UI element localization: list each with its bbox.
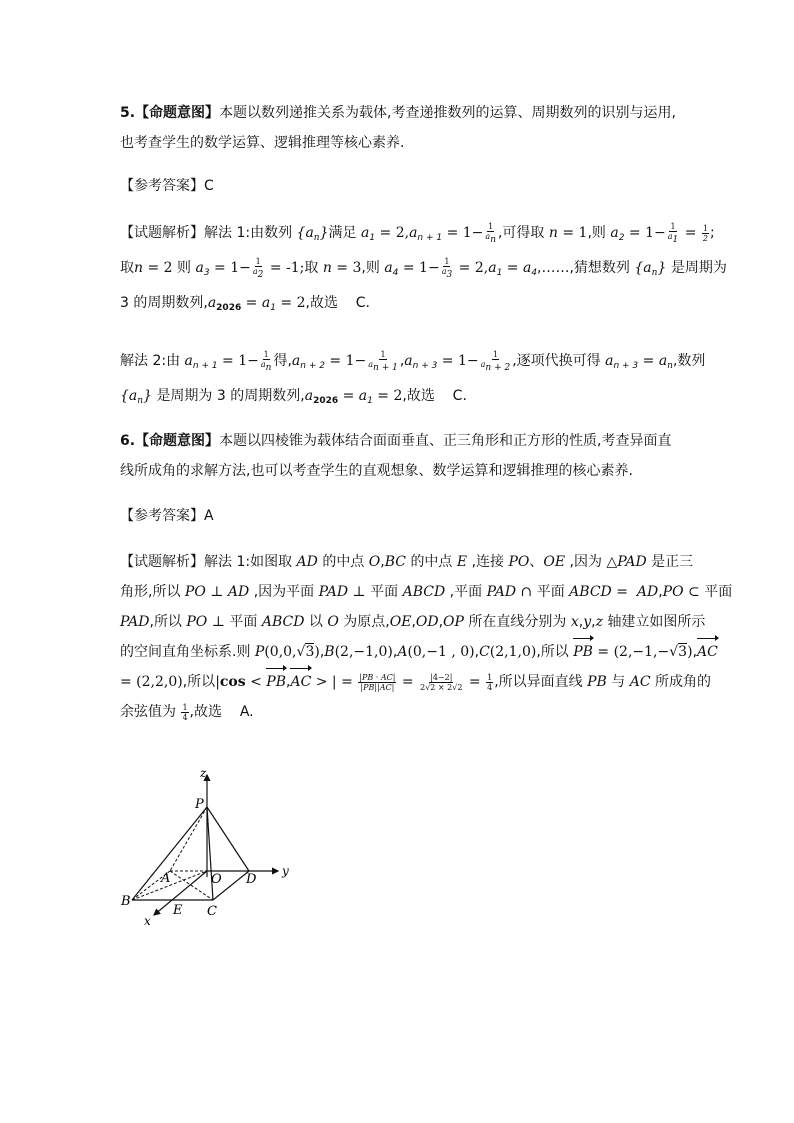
q5-m1-text: ,猜想数列 bbox=[569, 260, 630, 276]
q6-text: 的中点 bbox=[322, 554, 365, 570]
q6-text: 所成角的 bbox=[655, 674, 711, 690]
q6-intent-label: 6.【命题意图】 bbox=[120, 433, 220, 449]
q5-m2-text: 是周期为 3 的周期数列, bbox=[156, 388, 305, 404]
q5-m2-choice: C. bbox=[452, 388, 467, 404]
label-a: A bbox=[161, 871, 171, 886]
q5-analysis-method1: 【试题解析】解法 1:由数列 $\{a_n\}$满足 $a_1 = 2,a_{n + 1} = 1-$ $\frac{1}{a_n}$ ,可得取 n = 1,则 $a_2 = 1-$ $\frac{1}{a_1}$ = $\frac{1}{2}$ ; 取n = 2 则 $a_3 = 1-$ $\frac{1}{a_2}$ = -1;取 n = 3,则 $a_4 = 1-$ $\frac{1}{a_3}$ = $2,a_1$ = $a_4,\dots\dots$,猜想数列 $\{a_n\}$ 是周期为 3 的周期数列$,a_{2026} = a_1 = 2$,故选 C. bbox=[120, 221, 727, 313]
q5-m2-text: ,故选 bbox=[402, 388, 435, 404]
q5-m1-text: ,可得取 bbox=[497, 225, 545, 241]
q6-text: ,所以 bbox=[182, 674, 216, 690]
q6-text: 为原点, bbox=[343, 614, 390, 630]
q5-analysis-label: 【试题解析】 bbox=[120, 225, 204, 241]
q5-m2-label: 解法 2: bbox=[120, 353, 167, 369]
edge-pa bbox=[170, 807, 207, 871]
q5-intent-text-2: 也考查学生的数学运算、逻辑推理等核心素养. bbox=[120, 135, 405, 151]
q6-text: ,所以异面直线 bbox=[494, 674, 583, 690]
label-b: B bbox=[121, 894, 131, 909]
q6-text: 所以 bbox=[153, 614, 182, 630]
q6-text: ,平面 bbox=[449, 584, 483, 600]
q5-m1-text: 由数列 bbox=[250, 225, 293, 241]
q6-answer-label: 【参考答案】 bbox=[120, 508, 204, 524]
q6-text: 平面 bbox=[229, 614, 258, 630]
q5-m1-text: 取 bbox=[304, 260, 319, 276]
q6-text: 平面 bbox=[370, 584, 399, 600]
label-p: P bbox=[195, 797, 204, 812]
q6-answer-value: A bbox=[204, 508, 214, 524]
q5-answer-label: 【参考答案】 bbox=[120, 178, 204, 194]
q6-text: 平面 bbox=[536, 584, 565, 600]
label-o: O bbox=[211, 872, 222, 887]
label-d: D bbox=[246, 872, 257, 887]
q6-analysis: 【试题解析】解法 1:如图取 AD 的中点 O,BC 的中点 E ,连接 PO、OE ,因为 △PAD 是正三 角形,所以 PO ⊥ AD ,因为平面 PAD ⊥ 平面 ABCD ,平面 PAD ∩ 平面 ABCD = AD,PO ⊂ 平面 PAD,所以 PO ⊥ 平面 ABCD 以 O 为原点,OE,OD,OP 所在直线分别为 x,y,z 轴建立如图所示 的空间直角坐标系.则 P(0,0,√3),B(2,−1,0),A(0,−1 , 0),C(2,1,0),所以 PB = (2,−1,−√3),AC = (2,2,0),所以|cos < PB,AC > | = $\frac{|PB \cdot AC|}{|PB||AC|}$ = $\frac{|4-2|}{2√2 \times 2√2}$ = $\frac{1}{4}$ ,所以异面直线 PB 与 AC 所成角的 余弦值为 $\frac{1}{4}$ ,故选 A. bbox=[120, 554, 733, 722]
q6-text: ,因为 bbox=[569, 554, 602, 570]
q6-intent-text-2: 线所成角的求解方法,也可以考查学生的直观想象、数学运算和逻辑推理的核心素养. bbox=[120, 463, 633, 479]
q5-m1-text: ,则 bbox=[587, 225, 606, 241]
label-c: C bbox=[207, 904, 217, 919]
q5-m1-text: 则 bbox=[177, 260, 192, 276]
q6-text: ,因为平面 bbox=[253, 584, 315, 600]
label-e: E bbox=[173, 903, 183, 918]
q5-m1-text: 取 bbox=[120, 260, 134, 276]
q5-answer-value: C bbox=[204, 178, 214, 194]
q6-text: 角形,所以 bbox=[120, 584, 181, 600]
q6-text: 余弦值为 bbox=[120, 704, 176, 720]
edge-pb bbox=[132, 807, 207, 900]
q5-m2-text: 得, bbox=[273, 353, 292, 369]
q6-intent bbox=[120, 426, 680, 486]
q6-text: 以 bbox=[308, 614, 323, 630]
q5-m1-text: 满足 bbox=[328, 225, 357, 241]
q5-m2-text: 由 bbox=[166, 353, 181, 369]
q6-answer bbox=[120, 501, 680, 531]
q5-m1-text: ,则 bbox=[361, 260, 380, 276]
q5-m1-text: 是周期为 bbox=[670, 260, 727, 276]
q6-intent-text: 本题以四棱锥为载体结合面面垂直、正三角形和正方形的性质,考查异面直 bbox=[219, 433, 672, 449]
q6-analysis-label: 【试题解析】 bbox=[120, 554, 204, 570]
q6-text: ,故选 bbox=[189, 704, 222, 720]
q5-m1-choice: C. bbox=[355, 295, 371, 311]
q6-text: 解法 1:如图取 bbox=[204, 554, 293, 570]
q6-choice: A. bbox=[239, 704, 254, 720]
label-x: x bbox=[144, 914, 151, 927]
q6-text: 所在直线分别为 bbox=[468, 614, 567, 630]
q6-text: 是正三 bbox=[651, 554, 694, 570]
q5-m1-text: 3 的周期数列, bbox=[120, 295, 208, 311]
q6-text: 的空间直角坐标系.则 bbox=[120, 644, 251, 660]
q5-m1-label: 解法 1: bbox=[204, 225, 251, 241]
q5-m2-text: ,数列 bbox=[672, 353, 706, 369]
q5-m2-text: ,逐项代换可得 bbox=[512, 353, 601, 369]
pyramid-figure bbox=[118, 765, 300, 927]
q5-intent-label: 5.【命题意图】 bbox=[120, 105, 220, 121]
q5-m1-text: ,故选 bbox=[305, 295, 338, 311]
q5-analysis-method2: 解法 2:由 $a_{n + 1} = 1-$ $\frac{1}{a_n}$ 得$,a_{n + 2} = 1-$ $\frac{1}{a_{n + 1}}$ $,a_{n + 3} = 1-$ $\frac{1}{a_{n + 2}}$ ,逐项代换可得 $a_{n + 3} = a_n$,数列 $\{a_n\}$ 是周期为 3 的周期数列$,a_{2026} = a_1 = 2$,故选 C. bbox=[120, 349, 706, 406]
q5-intent-text: 本题以数列递推关系为载体,考查递推数列的运算、周期数列的识别与运用, bbox=[219, 105, 676, 121]
q6-text: 轴建立如图所示 bbox=[607, 614, 706, 630]
q6-text: 的中点 bbox=[410, 554, 453, 570]
label-z: z bbox=[200, 766, 207, 780]
q5-intent bbox=[120, 98, 680, 158]
label-y: y bbox=[282, 864, 289, 878]
q5-answer bbox=[120, 171, 680, 201]
q6-text: ,连接 bbox=[471, 554, 505, 570]
q6-text: 与 bbox=[611, 674, 626, 690]
q6-text: ,所以 bbox=[536, 644, 569, 660]
edge-pd bbox=[207, 807, 249, 871]
